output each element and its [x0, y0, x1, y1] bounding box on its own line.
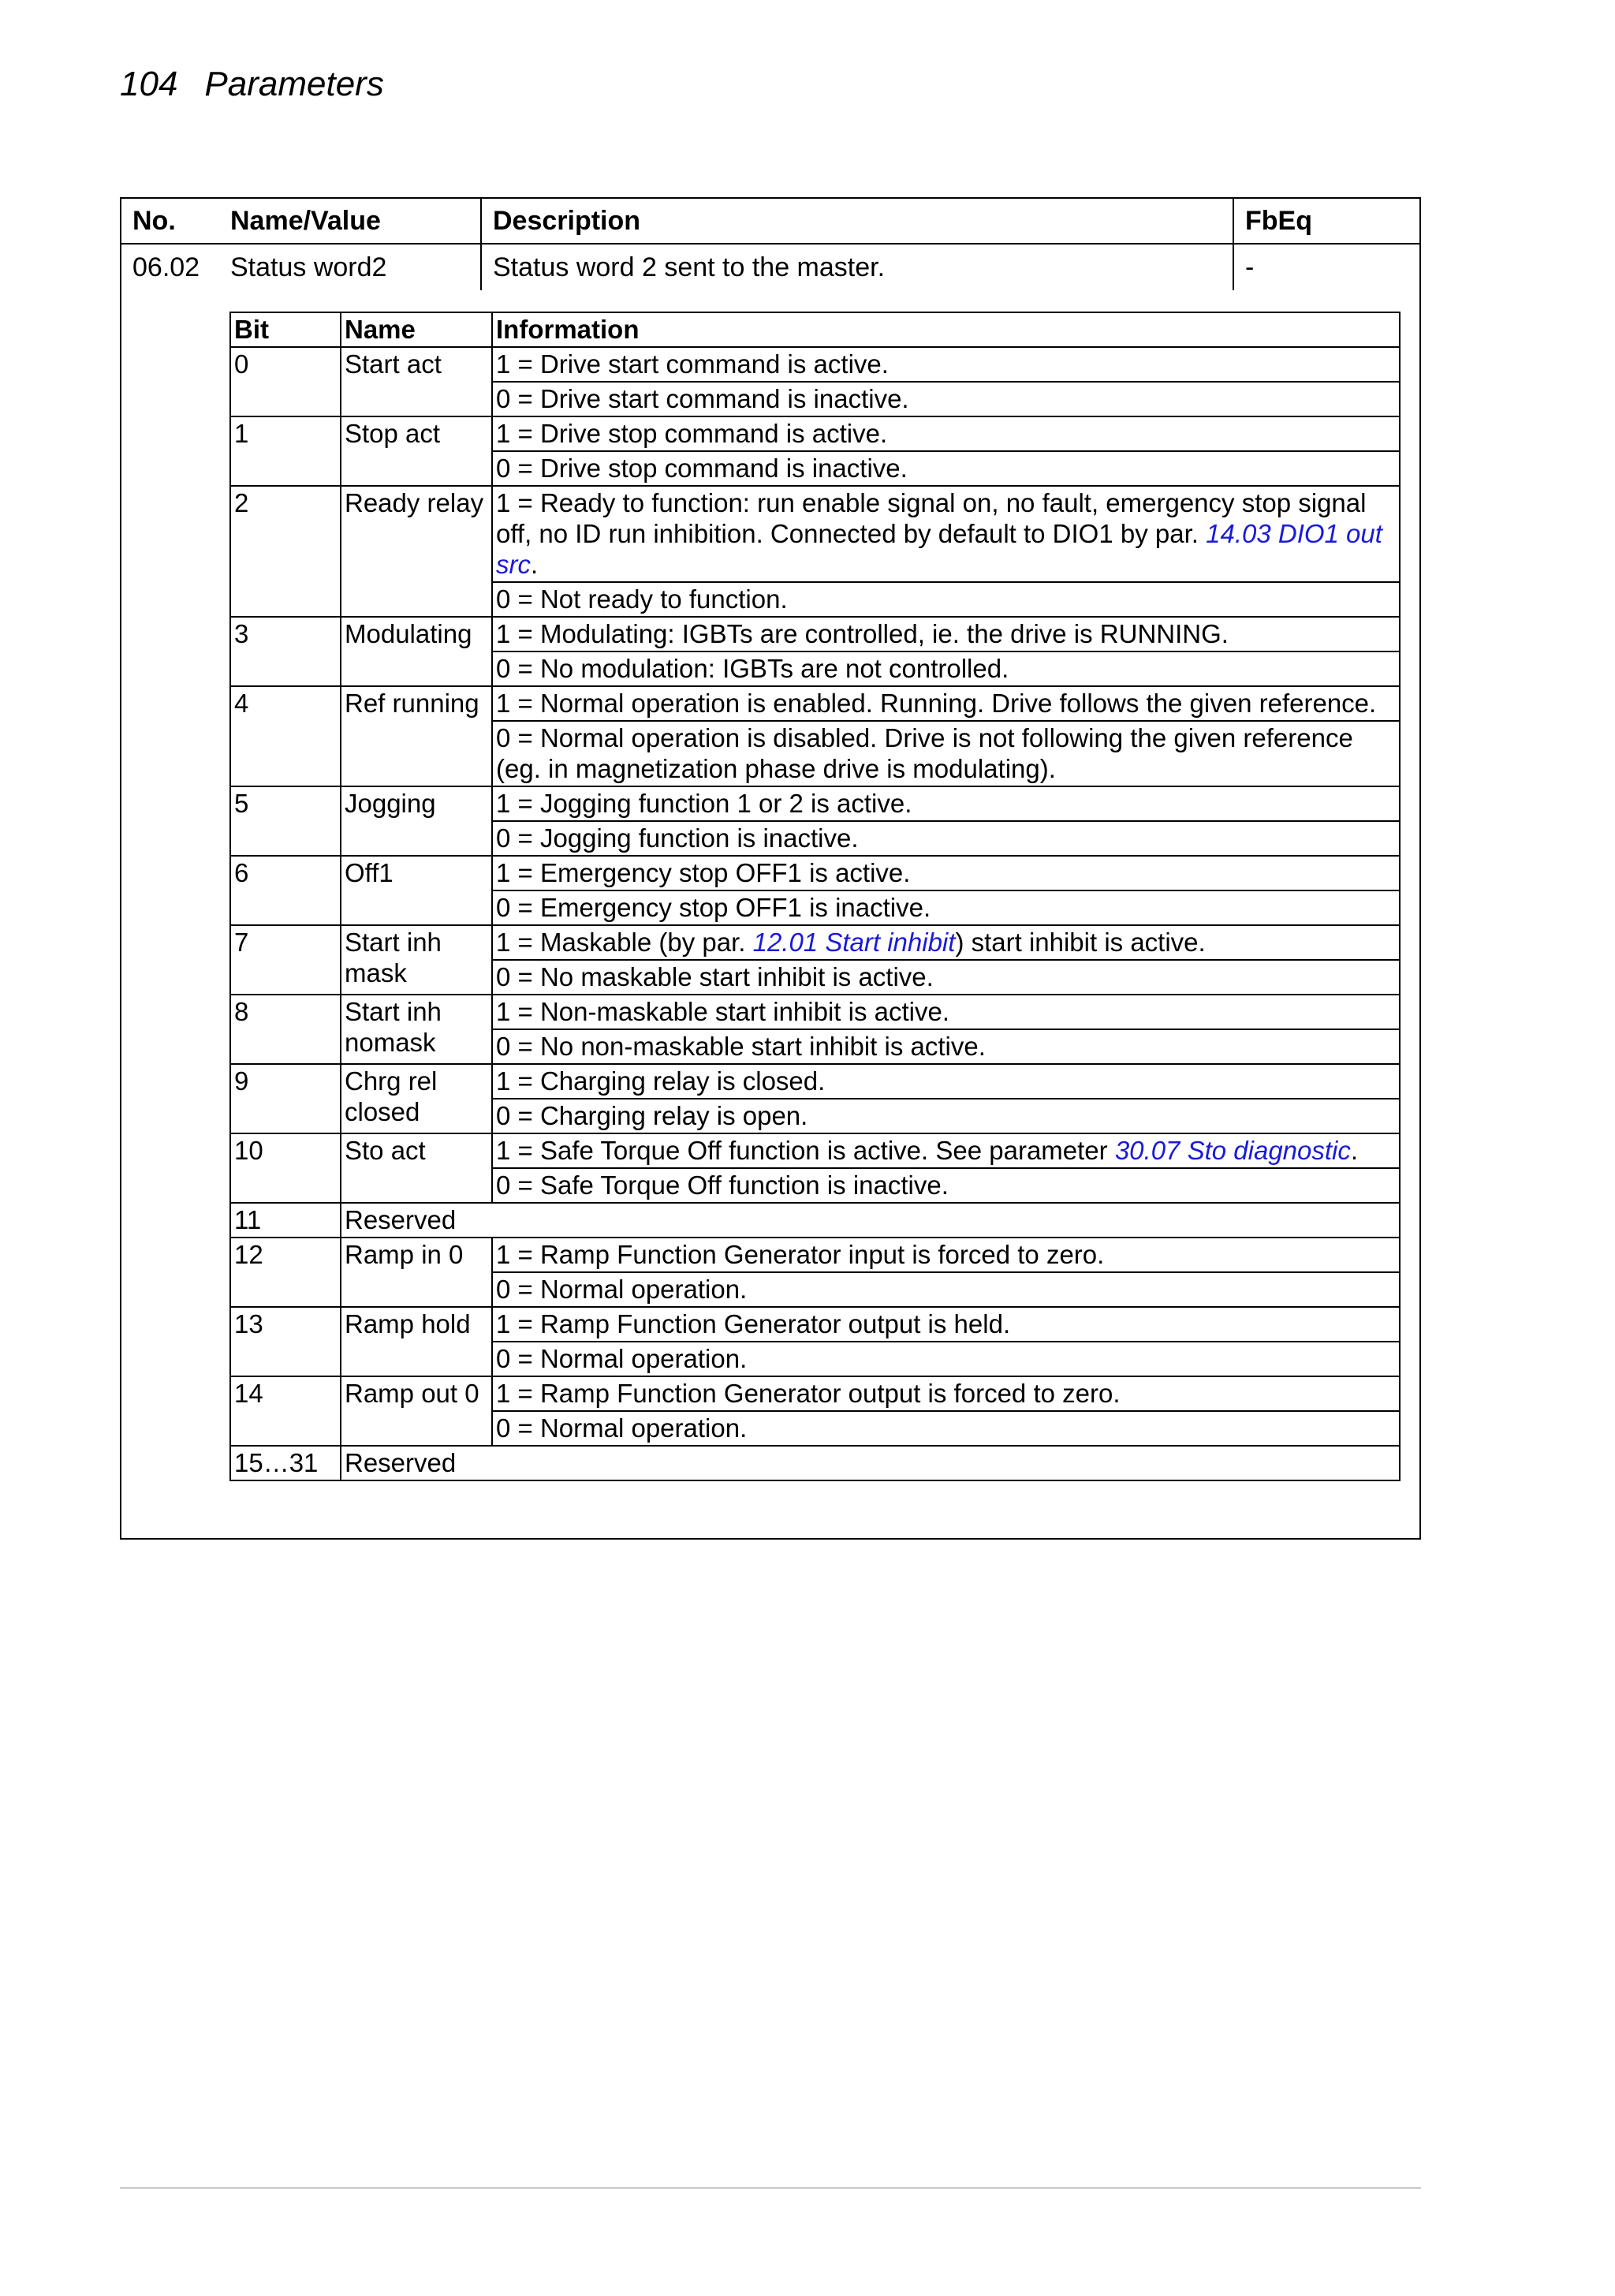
bit-information: 0 = No non-maskable start inhibit is active. [492, 1029, 1400, 1064]
bit-name: Ramp out 0 [341, 1376, 492, 1446]
bit-information: 0 = Drive stop command is inactive. [492, 451, 1400, 486]
bit-column-header: Bit [230, 312, 341, 347]
bit-information: 0 = Not ready to function. [492, 582, 1400, 617]
column-divider [480, 245, 482, 290]
bit-number: 6 [230, 856, 341, 925]
bit-information: 0 = Charging relay is open. [492, 1099, 1400, 1133]
bit-information: 0 = No maskable start inhibit is active. [492, 960, 1400, 995]
bit-number: 0 [230, 347, 341, 416]
table-row [230, 486, 1400, 582]
bit-information: 1 = Ramp Function Generator output is forced to zero. [492, 1376, 1400, 1411]
bit-number: 15…31 [230, 1446, 341, 1480]
table-row [230, 1307, 1400, 1342]
information-column-header: Information [492, 312, 1400, 347]
bit-name: Start act [341, 347, 492, 416]
table-row [230, 1203, 1400, 1238]
bit-information: 0 = Emergency stop OFF1 is inactive. [492, 890, 1400, 925]
bit-information: 1 = Jogging function 1 or 2 is active. [492, 786, 1400, 821]
bit-information: 0 = Jogging function is inactive. [492, 821, 1400, 856]
bit-number: 11 [230, 1203, 341, 1238]
bit-table [229, 312, 1401, 1481]
parameter-number: 06.02 [132, 252, 200, 282]
bit-name: Off1 [341, 856, 492, 925]
table-row [230, 347, 1400, 382]
bit-name: Reserved [341, 1446, 1400, 1480]
parameter-table-header [121, 199, 1419, 245]
bit-number: 12 [230, 1238, 341, 1307]
table-row [230, 416, 1400, 451]
bit-information: 0 = Normal operation. [492, 1272, 1400, 1307]
bit-number: 4 [230, 686, 341, 786]
parameter-link[interactable]: 14.03 DIO1 out src [496, 519, 1382, 579]
bit-information: 1 = Ramp Function Generator output is held. [492, 1307, 1400, 1342]
information-text: 1 = Ready to function: run enable signal on, no fault, emergency stop signal off, no ID run inhibition. Connected by default to DIO1 by par. [496, 488, 1367, 548]
bit-name: Ramp in 0 [341, 1238, 492, 1307]
bit-information: 0 = Normal operation. [492, 1411, 1400, 1446]
bit-information: 0 = Normal operation. [492, 1342, 1400, 1376]
parameter-link[interactable]: 30.07 Sto diagnostic [1114, 1136, 1351, 1165]
bit-information: 1 = Normal operation is enabled. Running. Drive follows the given reference. [492, 686, 1400, 721]
information-text: 1 = Safe Torque Off function is active. See parameter [496, 1136, 1115, 1165]
bit-information [492, 1133, 1400, 1168]
information-text: 1 = Maskable (by par. [496, 928, 753, 957]
column-header-description: Description [493, 206, 641, 236]
bit-name: Sto act [341, 1133, 492, 1203]
page-header [120, 65, 384, 104]
bit-information: 1 = Emergency stop OFF1 is active. [492, 856, 1400, 890]
bit-name: Ready relay [341, 486, 492, 617]
column-divider [1233, 245, 1234, 290]
table-row [230, 1238, 1400, 1272]
bit-name: Start inh nomask [341, 995, 492, 1064]
table-row [230, 1376, 1400, 1411]
bit-information: 1 = Non-maskable start inhibit is active. [492, 995, 1400, 1029]
table-row [230, 1133, 1400, 1168]
column-header-name-value: Name/Value [230, 206, 381, 236]
bit-number: 1 [230, 416, 341, 486]
column-header-no: No. [132, 206, 176, 236]
bit-information: 1 = Ramp Function Generator input is forced to zero. [492, 1238, 1400, 1272]
bit-name: Modulating [341, 617, 492, 686]
page-number: 104 [120, 65, 178, 103]
parameter-table [120, 197, 1421, 1540]
table-row [230, 617, 1400, 651]
information-text: . [531, 550, 539, 579]
column-divider [480, 199, 482, 243]
bit-name: Ref running [341, 686, 492, 786]
bit-name: Chrg rel closed [341, 1064, 492, 1133]
column-header-fbeq: FbEq [1245, 206, 1312, 236]
bit-table-header [230, 312, 1400, 347]
bit-table-body [230, 347, 1400, 1480]
bit-number: 5 [230, 786, 341, 856]
bit-information: 1 = Drive start command is active. [492, 347, 1400, 382]
bit-name: Reserved [341, 1203, 1400, 1238]
bit-information [492, 486, 1400, 582]
parameter-fbeq: - [1245, 252, 1255, 282]
bit-number: 8 [230, 995, 341, 1064]
bit-number: 10 [230, 1133, 341, 1203]
bit-information [492, 925, 1400, 960]
bit-number: 14 [230, 1376, 341, 1446]
information-text: ) start inhibit is active. [955, 928, 1206, 957]
bit-name: Start inh mask [341, 925, 492, 995]
bit-information: 0 = Drive start command is inactive. [492, 382, 1400, 416]
table-row [230, 995, 1400, 1029]
table-row [230, 686, 1400, 721]
parameter-link[interactable]: 12.01 Start inhibit [752, 928, 956, 957]
bit-information: 1 = Drive stop command is active. [492, 416, 1400, 451]
bit-number: 13 [230, 1307, 341, 1376]
bit-number: 7 [230, 925, 341, 995]
bit-number: 3 [230, 617, 341, 686]
bit-name: Ramp hold [341, 1307, 492, 1376]
bit-name: Jogging [341, 786, 492, 856]
bit-number: 9 [230, 1064, 341, 1133]
bit-name: Stop act [341, 416, 492, 486]
name-column-header: Name [341, 312, 492, 347]
bit-information: 1 = Modulating: IGBTs are controlled, ie. the drive is RUNNING. [492, 617, 1400, 651]
parameter-name: Status word2 [230, 252, 387, 282]
table-row [230, 1446, 1400, 1480]
table-row [230, 786, 1400, 821]
bit-information: 0 = No modulation: IGBTs are not controlled. [492, 651, 1400, 686]
table-row [230, 1064, 1400, 1099]
table-row [230, 925, 1400, 960]
footer-rule [120, 2187, 1421, 2189]
column-divider [1233, 199, 1234, 243]
bit-information: 0 = Normal operation is disabled. Drive is not following the given reference (eg. in magnetization phase drive is modulating). [492, 721, 1400, 786]
information-text: . [1350, 1136, 1359, 1165]
bit-information: 0 = Safe Torque Off function is inactive. [492, 1168, 1400, 1203]
parameter-description: Status word 2 sent to the master. [493, 252, 886, 282]
bit-number: 2 [230, 486, 341, 617]
section-title: Parameters [204, 65, 384, 103]
table-row [230, 856, 1400, 890]
bit-information: 1 = Charging relay is closed. [492, 1064, 1400, 1099]
